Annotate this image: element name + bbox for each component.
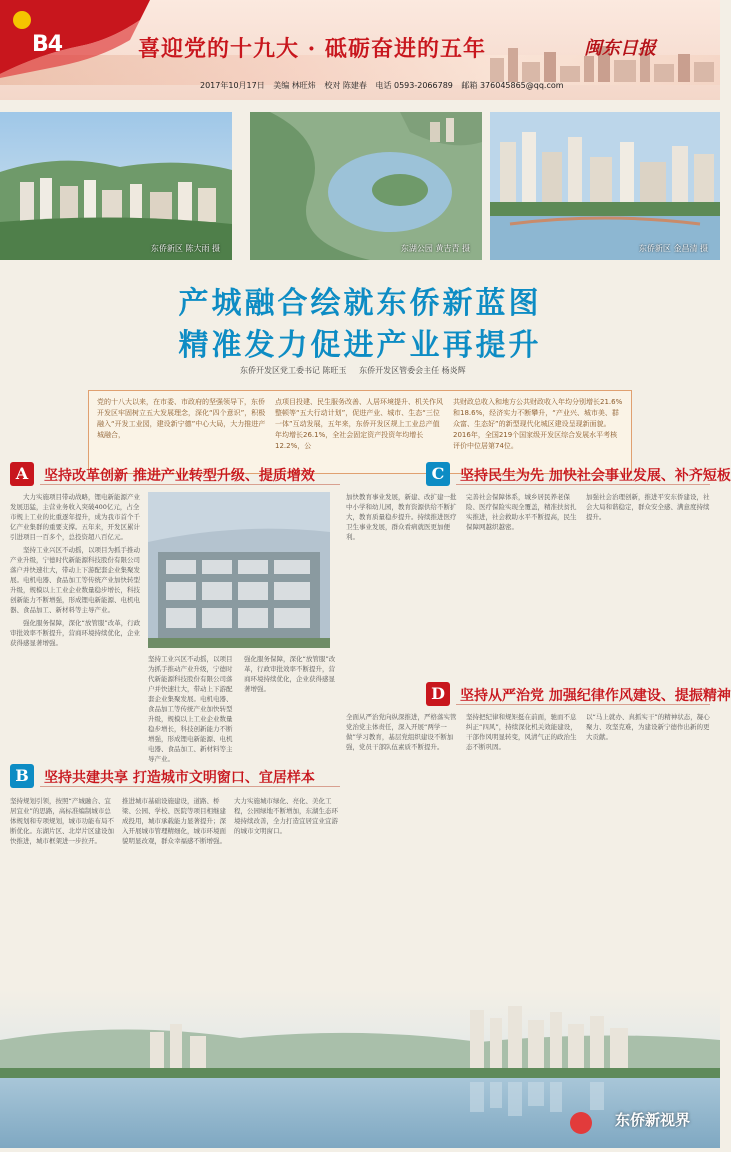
photo-caption: 东湖公园 黄吉青 摄 (400, 244, 470, 253)
section-d-text-3: 以“马上就办、真抓实干”的精神状态，凝心聚力、攻坚克难，为建设新宁德作出新的更大贡献。 (586, 713, 710, 741)
aerial-image (148, 492, 330, 648)
author-1: 东侨开发区党工委书记 陈旺玉 (240, 366, 347, 375)
industrial-park-aerial-photo (148, 492, 330, 648)
header-headline: 喜迎党的十九大 · 砥砺奋进的五年 (138, 36, 486, 62)
page-header (0, 0, 720, 100)
photo-city-2 (490, 112, 720, 260)
section-a-text-1 (10, 492, 142, 750)
section-title: 坚持共建共享 打造城市文明窗口、宜居样本 (44, 770, 315, 786)
watermark-logo-icon (570, 1112, 592, 1134)
photo-caption: 东侨新区 陈大雨 摄 (150, 244, 220, 253)
section-letter: C (426, 462, 450, 486)
issue-date: 2017年10月17日 (200, 81, 265, 90)
intro-col-2: 点项目投建、民生服务改善、人居环境提升、机关作风整顿等“五大行动计划”，促进产业、城市、生态“三位一体”互动发展，五年来，东侨开发区规上工业总产值年均增长26.1%，全社会固定资产投资年均增长12.2%，公 (275, 398, 443, 450)
section-c-text-3: 加强社会治理创新，推进平安东侨建设，社会大局和谐稳定，群众安全感、满意度持续提升。 (586, 493, 710, 521)
newspaper-logo: 闽东日报 (584, 38, 656, 59)
proof-credit: 校对 陈建春 (324, 81, 367, 90)
section-letter: A (10, 462, 34, 486)
section-b-text-1: 坚持规划引领，按照“产城融合、宜居宜业”的思路，高标准编制城市总体规划和专项规划，城市功能布局不断优化。东湖片区、北岸片区建设加快推进，城市框架进一步拉开。 (10, 797, 114, 845)
paragraph: 坚持工业兴区不动摇，以项目为抓手推动产业升级，宁德时代新能源科技股份有限公司落户并快速壮大，带动上下游配套企业集聚发展。电机电器、食品加工等传统产业加快转型升级，规模以上工业企业数量稳步增长，科技创新能力不断增强，形成锂电新能源、电机电器、食品加工、新材料等主导产业。 (10, 546, 140, 614)
main-title-line1: 产城融合绘就东侨新蓝图 (178, 286, 542, 321)
panorama-image (0, 990, 720, 1148)
watermark: 东侨新视界 (614, 1111, 690, 1129)
section-d-header (426, 682, 731, 706)
phone-info: 电话 0593-2066789 (375, 81, 453, 90)
photo-city-1 (0, 112, 232, 260)
waterfront-image (490, 112, 720, 260)
section-title: 坚持改革创新 推进产业转型升级、提质增效 (44, 468, 315, 484)
photo-strip (0, 112, 720, 262)
intro-col-1: 党的十八大以来，在市委、市政府的坚强领导下，东侨开发区牢固树立五大发展理念，深化“四个意识”，积极融入“开发工业园，建设新宁德”中心大局，大力推进产城融合， (97, 398, 266, 439)
section-letter: B (10, 764, 34, 788)
main-title-line2: 精准发力促进产业再提升 (178, 328, 542, 363)
section-b-header (10, 764, 340, 788)
section-divider (40, 786, 340, 787)
section-a-header (10, 462, 340, 486)
city-landscape-image (0, 112, 232, 260)
section-d-text-1: 全面从严治党向纵深推进，严格落实管党治党主体责任，深入开展“两学一做”学习教育，基层党组织建设不断加强，党员干部队伍素质不断提升。 (346, 713, 457, 751)
page-number: B4 (32, 32, 63, 57)
section-letter: D (426, 682, 450, 706)
intro-col-3: 共财政总收入和地方公共财政收入年均分别增长21.6%和18.6%，经济实力不断攀升，“产业兴、城市美、群众富、生态好”的新型现代化城区建设呈现新面貌。2016年，全国219个国家级开发区综合发展水平考核评价中位居第74位。 (453, 398, 623, 450)
paragraph: 强化服务保障，深化“放管服”改革，行政审批效率不断提升，营商环境持续优化，企业获得感显著增强。 (10, 619, 141, 647)
section-a-text-2: 坚持工业兴区不动摇，以项目为抓手推动产业升级，宁德时代新能源科技股份有限公司落户并快速壮大，带动上下游配套企业集聚发展。电机电器、食品加工等传统产业加快转型升级，规模以上工业企业数量稳步增长，科技创新能力不断增强，形成锂电新能源、电机电器、食品加工、新材料等主导产业。 (148, 655, 233, 763)
section-c-text-1: 加快教育事业发展，新建、改扩建一批中小学和幼儿园，教育资源供给不断扩大，教育质量稳步提升。持续推进医疗卫生事业发展，群众看病就医更加便利。 (346, 493, 457, 541)
photo-park (250, 112, 482, 260)
park-aerial-image (250, 112, 482, 260)
email-info: 邮箱 376045865@qq.com (461, 81, 564, 90)
section-a-text-3: 强化服务保障，深化“放管服”改革，行政审批效率不断提升，营商环境持续优化，企业获得感显著增强。 (244, 655, 336, 693)
section-title: 坚持从严治党 加强纪律作风建设、提振精神 (460, 688, 731, 704)
editor-credit: 美编 林旺炜 (273, 81, 316, 90)
byline (240, 365, 476, 376)
section-b-text-2: 推进城市基础设施建设，道路、桥梁、公园、学校、医院等项目相继建成投用，城市承载能力显著提升；深入开展城市管理精细化，城市环境面貌明显改观，群众幸福感不断增强。 (122, 797, 226, 845)
section-title: 坚持民生为先 加快社会事业发展、补齐短板 (460, 468, 731, 484)
section-divider (40, 484, 340, 485)
masthead-info (200, 80, 570, 91)
section-d-text-2: 坚持把纪律和规矩挺在前面，驰而不息纠正“四风”，持续深化机关效能建设，干部作风明显转变，风清气正的政治生态不断巩固。 (466, 713, 577, 751)
section-divider (456, 704, 710, 705)
section-b-text-3: 大力实施城市绿化、亮化、美化工程，公园绿地不断增加，东湖生态环境持续改善，全力打造宜居宜业宜游的城市文明窗口。 (234, 797, 338, 835)
section-c-header (426, 462, 731, 486)
section-c-text-2: 完善社会保障体系，城乡居民养老保险、医疗保险实现全覆盖，精准扶贫扎实推进，社会救助水平不断提高，民生保障网越织越密。 (466, 493, 577, 531)
photo-caption: 东侨新区 金昌清 摄 (638, 244, 708, 253)
author-2: 东侨开发区管委会主任 杨炎辉 (359, 366, 466, 375)
waterfront-panorama-photo (0, 990, 720, 1148)
paragraph: 大力实施项目带动战略，锂电新能源产业发展迅猛，主营业务收入突破400亿元，占全市规上工业的比重逐年提升，成为我市首个千亿产业集群的重要支撑。五年来，开发区累计引进项目一百多个，总投资超八百亿元。 (10, 493, 140, 541)
section-divider (456, 484, 710, 485)
flag-icon (0, 0, 150, 78)
